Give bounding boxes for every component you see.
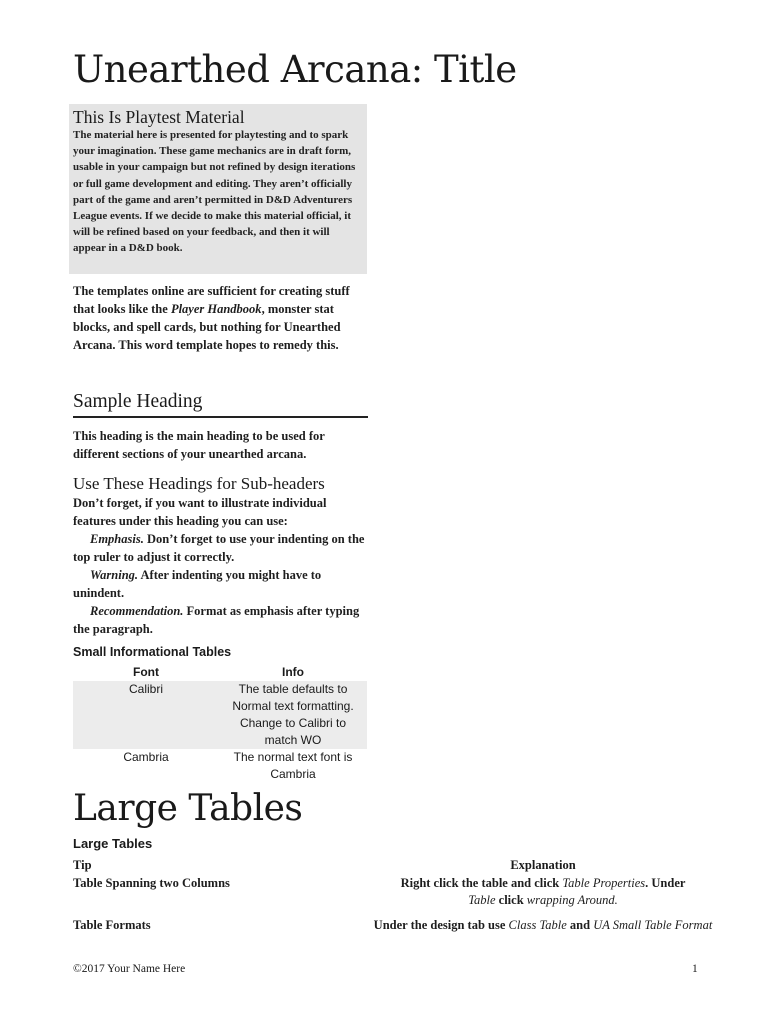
table-cell: The table defaults to Normal text formatting. Change to Calibri to match WO (219, 681, 367, 749)
table-cell (373, 875, 713, 909)
emphasis-text: Don’t forget to use your indenting on the top ruler to adjust it correctly. (73, 532, 365, 564)
intro-text-end: , monster stat blocks, and spell cards, but nothing for Unearthed Arcana. This word template hopes to remedy this. (73, 302, 341, 352)
large-tables-subheading: Large Tables (73, 836, 153, 851)
spacer (73, 909, 373, 917)
table-row (73, 875, 713, 909)
table-row (73, 749, 367, 783)
large-table (73, 855, 713, 934)
explain-italic: Table Properties (562, 876, 646, 890)
warning-label: Warning. (90, 568, 139, 582)
subheader-heading: Use These Headings for Sub-headers (73, 474, 325, 493)
table-cell: Table Formats (73, 918, 151, 932)
subheader-section (73, 494, 368, 638)
sample-heading-paragraph: This heading is the main heading to be used for different sections of your unearthed arcana. (73, 429, 325, 461)
table-header-row (73, 663, 367, 681)
explain-text: and (566, 918, 594, 932)
footer-page-number: 1 (692, 963, 698, 975)
intro-italic-text: Player Handbook (170, 302, 262, 316)
emphasis-label: Emphasis. (90, 532, 144, 546)
recommendation-item (73, 602, 368, 638)
table-row (73, 917, 713, 934)
table-cell (373, 917, 713, 934)
large-tables-heading: Large Tables (73, 788, 303, 829)
warning-text: After indenting you might have to unindent. (73, 568, 322, 600)
small-info-table (73, 663, 367, 783)
table-header-explanation: Explanation (510, 858, 576, 872)
table-header-font: Font (133, 665, 159, 679)
recommendation-label: Recommendation. (90, 604, 184, 618)
explain-italic: UA Small Table Format (593, 918, 713, 932)
explain-text: . Under (645, 876, 686, 890)
subheader-intro: Don’t forget, if you want to illustrate individual features under this heading you can use: (73, 496, 327, 528)
table-cell: Cambria (123, 750, 169, 764)
spacer (373, 909, 713, 917)
table-cell: Table Spanning two Columns (73, 876, 230, 890)
intro-text-start: The templates online are sufficient for creating stuff that looks like the (73, 284, 350, 316)
recommendation-text: Format as emphasis after typing the paragraph. (73, 604, 360, 636)
document-title: Unearthed Arcana: Title (73, 48, 517, 91)
explain-text: Under the design tab use (373, 918, 509, 932)
table-header-info: Info (282, 665, 304, 679)
table-row (73, 681, 367, 749)
sample-heading: Sample Heading (73, 389, 368, 418)
footer-copyright: ©2017 Your Name Here (73, 963, 186, 975)
table-header-tip: Tip (73, 858, 92, 872)
intro-paragraph (73, 282, 368, 354)
explain-text: Right click the table and click (400, 876, 563, 890)
playtest-note-title: This Is Playtest Material (73, 107, 245, 127)
table-header-row (73, 855, 713, 875)
emphasis-item (73, 530, 368, 566)
table-cell: Calibri (73, 681, 219, 749)
explain-italic: Table (468, 893, 496, 907)
small-table-title: Small Informational Tables (73, 645, 232, 659)
table-cell: The normal text font is Cambria (233, 750, 353, 781)
explain-italic: Class Table (508, 918, 567, 932)
explain-text: click (495, 893, 527, 907)
warning-item (73, 566, 368, 602)
explain-italic: wrapping Around. (526, 893, 618, 907)
playtest-note-box (69, 104, 367, 274)
playtest-note-text: The material here is presented for playtesting and to spark your imagination. These game mechanics are in draft form, usable in your campaign but not refined by design iterations or full game development and editing. They aren’t officially part of the game and aren’t permitted in D&D Adventurers League events. If we decide to make this material official, it will be refined based on your feedback, and then it will appear in a D&D book. (73, 129, 356, 255)
